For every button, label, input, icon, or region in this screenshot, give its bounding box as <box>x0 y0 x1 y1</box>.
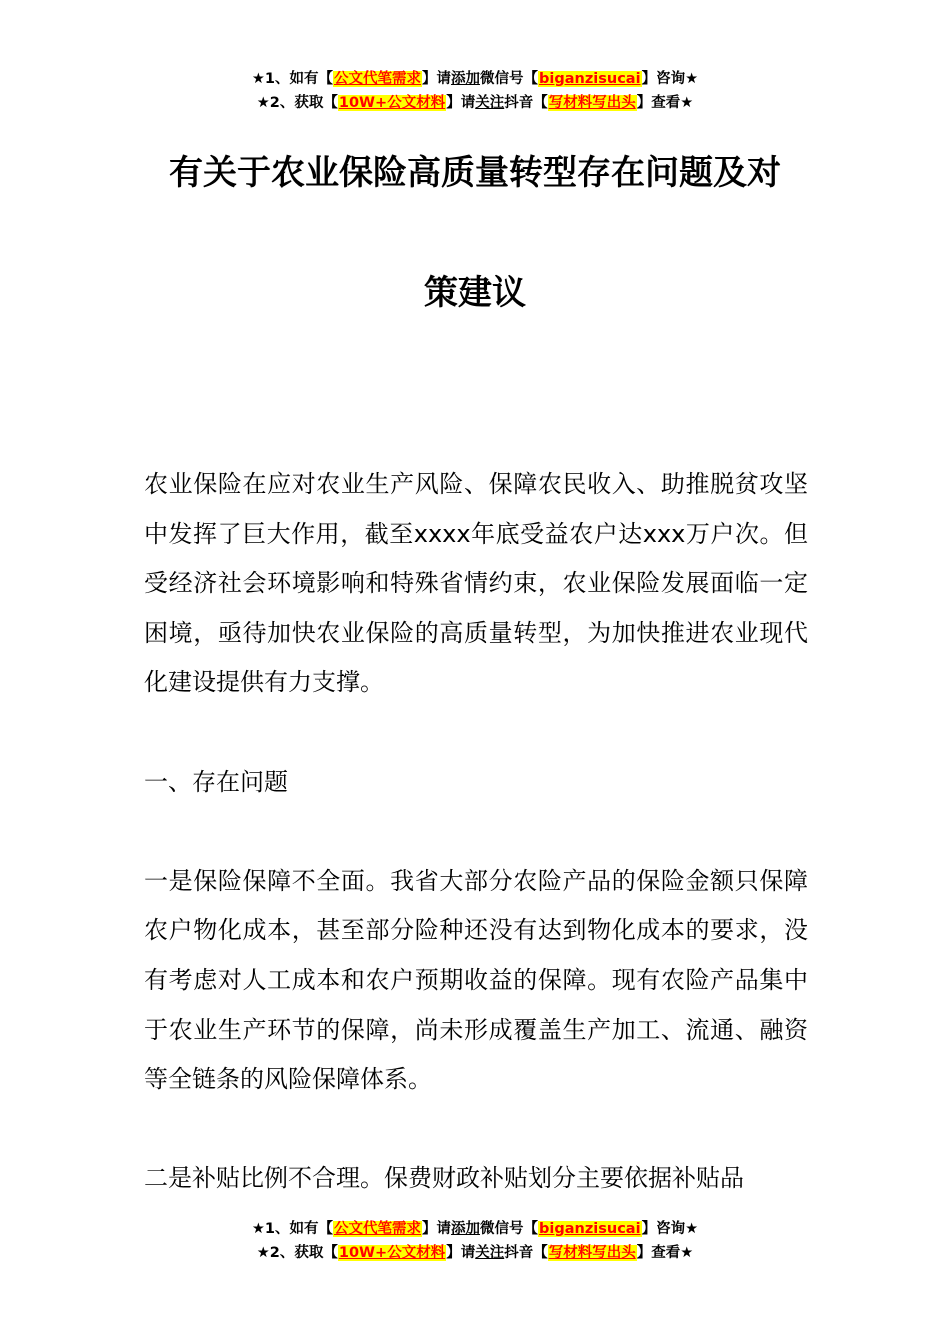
highlight-douyin-account: 写材料写出头 <box>548 95 636 111</box>
banner-text: 】请 <box>446 95 476 111</box>
banner-line-1 <box>0 67 950 91</box>
section-heading: 一、存在问题 <box>144 767 288 796</box>
banner-text: ★1、如有【 <box>251 1221 334 1237</box>
underlined-text: 关注 <box>475 1245 505 1261</box>
banner-text: 】请 <box>422 1221 452 1237</box>
banner-text: 】查看★ <box>636 1245 694 1261</box>
banner-text: 抖音【 <box>504 95 548 111</box>
intro-paragraph: 农业保险在应对农业生产风险、保障农民收入、助推脱贫攻坚中发挥了巨大作用，截至xxxx年底受益农户达xxx万户次。但受经济社会环境影响和特殊省情约束，农业保险发展面临一定困境，亟待加快农业保险的高质量转型，为加快推进农业现代化建设提供有力支撑。 <box>144 470 808 697</box>
banner-text: ★2、获取【 <box>256 1245 338 1261</box>
paragraph-spacer <box>144 807 808 857</box>
banner-text: 微信号【 <box>480 1221 539 1237</box>
highlight-douyin-account: 写材料写出头 <box>548 1245 636 1261</box>
banner-text: 】咨询★ <box>641 1221 699 1237</box>
highlight-wechat-id: biganzisucai <box>539 71 641 87</box>
banner-text: 】请 <box>446 1245 476 1261</box>
banner-line-2 <box>0 1241 950 1265</box>
banner-text: 】请 <box>422 71 452 87</box>
highlight-service: 公文代笔需求 <box>334 1221 422 1237</box>
underlined-text: 关注 <box>475 95 505 111</box>
paragraph-spacer <box>144 1105 808 1155</box>
underlined-text: 添加 <box>451 71 481 87</box>
banner-text: 抖音【 <box>504 1245 548 1261</box>
document-body <box>144 460 808 1204</box>
paragraph-spacer <box>144 708 808 758</box>
highlight-wechat-id: biganzisucai <box>539 1221 641 1237</box>
highlight-service: 公文代笔需求 <box>334 71 422 87</box>
banner-text: ★1、如有【 <box>251 71 334 87</box>
point-1-paragraph: 一是保险保障不全面。我省大部分农险产品的保险金额只保障农户物化成本，甚至部分险种还没有达到物化成本的要求，没有考虑对人工成本和农户预期收益的保障。现有农险产品集中于农业生产环节的保障，尚未形成覆盖生产加工、流通、融资等全链条的风险保障体系。 <box>144 866 808 1094</box>
banner-line-1 <box>0 1217 950 1241</box>
banner-text: ★2、获取【 <box>256 95 338 111</box>
underlined-text: 添加 <box>451 1221 481 1237</box>
highlight-materials: 10W+公文材料 <box>338 1245 446 1261</box>
banner-text: 】查看★ <box>636 95 694 111</box>
header-banner <box>0 67 950 115</box>
footer-banner <box>0 1217 950 1265</box>
banner-text: 微信号【 <box>480 71 539 87</box>
point-2-paragraph: 二是补贴比例不合理。保费财政补贴划分主要依据补贴品 <box>144 1164 744 1193</box>
document-title-line-2: 策建议 <box>424 273 526 313</box>
document-title-line-1: 有关于农业保险高质量转型存在问题及对 <box>169 153 781 193</box>
banner-text: 】咨询★ <box>641 71 699 87</box>
highlight-materials: 10W+公文材料 <box>338 95 446 111</box>
banner-line-2 <box>0 91 950 115</box>
